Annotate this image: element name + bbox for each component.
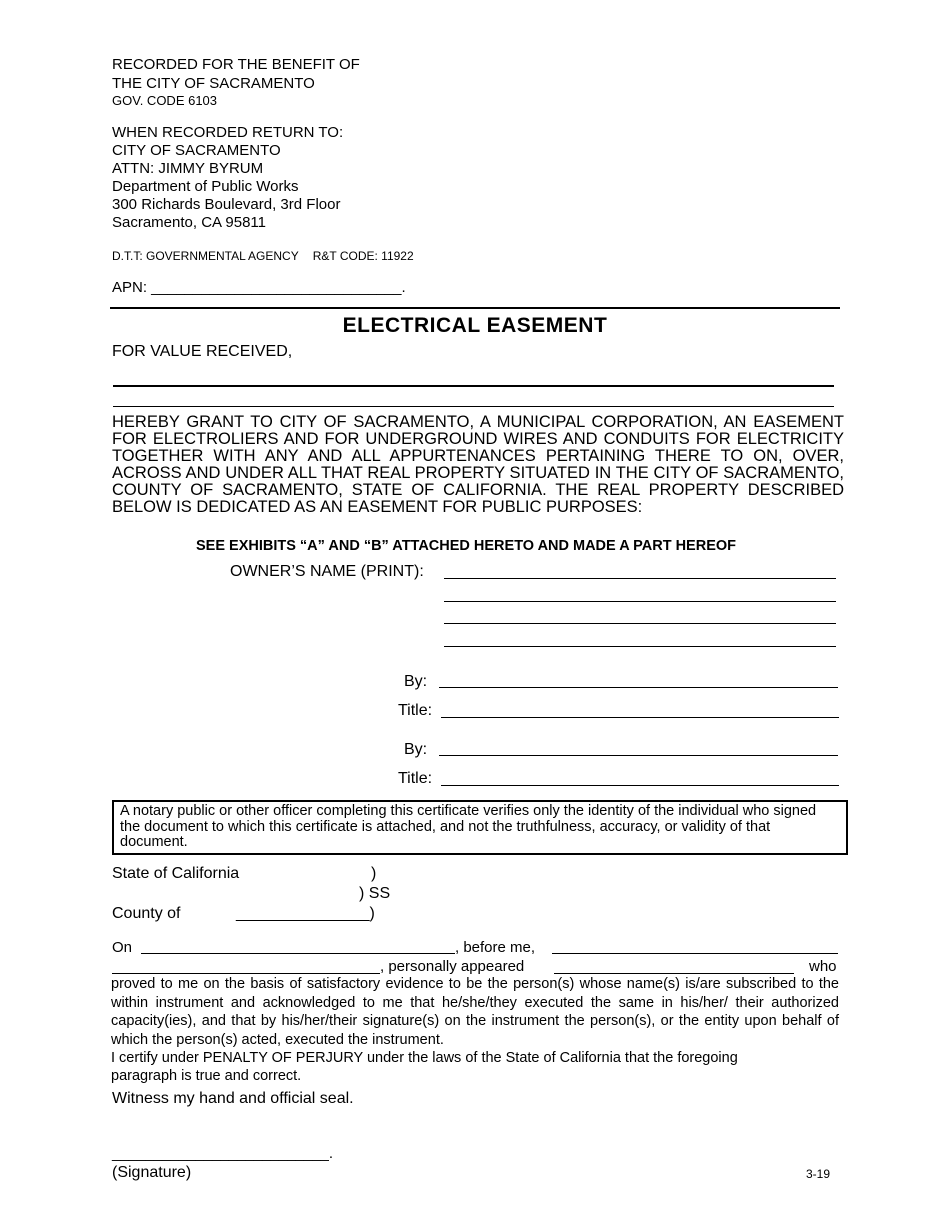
by-label-1: By: [404,673,428,690]
owner-name-line-1[interactable] [444,578,836,579]
dtt-line [112,249,414,264]
return-to-heading: WHEN RECORDED RETURN TO: [112,124,344,141]
signature-label: (Signature) [112,1164,192,1181]
gov-code: GOV. CODE 6103 [112,93,218,108]
return-attn: ATTN: JIMMY BYRUM [112,160,264,177]
owner-name-line-3[interactable] [444,623,836,624]
return-city: CITY OF SACRAMENTO [112,142,281,159]
county-label: County of [112,905,181,922]
state-paren: ) [371,865,377,882]
dtt-agency: D.T.T: GOVERNMENTAL AGENCY [112,249,299,263]
header-divider [110,307,840,309]
form-number: 3-19 [806,1167,831,1181]
title-label-1: Title: [398,702,433,719]
grant-paragraph: HEREBY GRANT TO CITY OF SACRAMENTO, A MUNICIPAL CORPORATION, AN EASEMENT FOR ELECTROLIERS AND FOR UNDERGROUND WIRES AND CONDUITS FOR ELECTRICITY TOGETHER WITH ANY AND ALL APPURTENANCES PERTAINING THERE TO ON, OVER, ACROSS AND UNDER ALL THAT REAL PROPERTY SITUATED IN THE CITY OF SACRAMENTO, COUNTY OF SACRAMENTO, STATE OF CALIFORNIA. THE REAL PROPERTY DESCRIBED BELOW IS DEDICATED AS AN EASEMENT FOR PUBLIC PURPOSES: [112,413,844,516]
recorded-for-line2: THE CITY OF SACRAMENTO [112,75,315,92]
witness-line: Witness my hand and official seal. [112,1090,354,1107]
return-city-state-zip: Sacramento, CA 95811 [112,214,266,231]
who-label: who [809,958,837,975]
certify-paragraph: I certify under PENALTY OF PERJURY under the laws of the State of California that the foregoing paragraph is true and correct. [111,1050,738,1084]
apn-field[interactable]: APN: ______________________________. [112,279,406,296]
appeared-prefix-line[interactable] [112,973,380,974]
owner-name-label: OWNER’S NAME (PRINT): [230,563,424,580]
owner-name-line-2[interactable] [444,601,836,602]
personally-appeared-label: , personally appeared [380,958,525,975]
proved-paragraph: proved to me on the basis of satisfactory evidence to be the person(s) whose name(s) is/are subscribed to the within instrument and acknowledged to me that he/she/they executed the same in his/her/ their authorized capacity(ies), and that by his/her/their signature(s) on the instrument the person(s), or the entity upon behalf of which the person(s) acted, executed the instrument. [111,976,839,1048]
by-label-2: By: [404,741,428,758]
notary-name-line[interactable] [552,953,838,954]
notary-disclaimer-box: A notary public or other officer completing this certificate verifies only the identity of the individual who signed the document to which this certificate is attached, and not the truthfulness, accuracy, or validity of that document. [112,800,848,855]
on-label: On [112,939,133,956]
before-me-label: , before me, [455,939,536,956]
by-line-1[interactable] [439,687,838,688]
for-value-received: FOR VALUE RECEIVED, [112,343,293,360]
signature-blank[interactable]: __________________________. [112,1145,334,1162]
exhibits-note: SEE EXHIBITS “A” AND “B” ATTACHED HERETO AND MADE A PART HEREOF [195,538,736,554]
document-title: ELECTRICAL EASEMENT [342,314,608,337]
ss-mark: ) SS [359,885,391,902]
title-label-2: Title: [398,770,433,787]
date-line[interactable] [141,953,455,954]
grantor-line-1[interactable] [113,385,834,387]
appeared-name-line[interactable] [554,973,794,974]
by-line-2[interactable] [439,755,838,756]
title-line-1[interactable] [441,717,839,718]
rt-code: R&T CODE: 11922 [312,249,414,263]
county-field[interactable]: _______________) [236,905,375,922]
owner-name-line-4[interactable] [444,646,836,647]
recorded-for-line1: RECORDED FOR THE BENEFIT OF [112,56,360,73]
title-line-2[interactable] [441,785,839,786]
grantor-line-2[interactable] [113,406,834,407]
state-label: State of California [112,865,240,882]
return-dept: Department of Public Works [112,178,299,195]
return-address: 300 Richards Boulevard, 3rd Floor [112,196,341,213]
